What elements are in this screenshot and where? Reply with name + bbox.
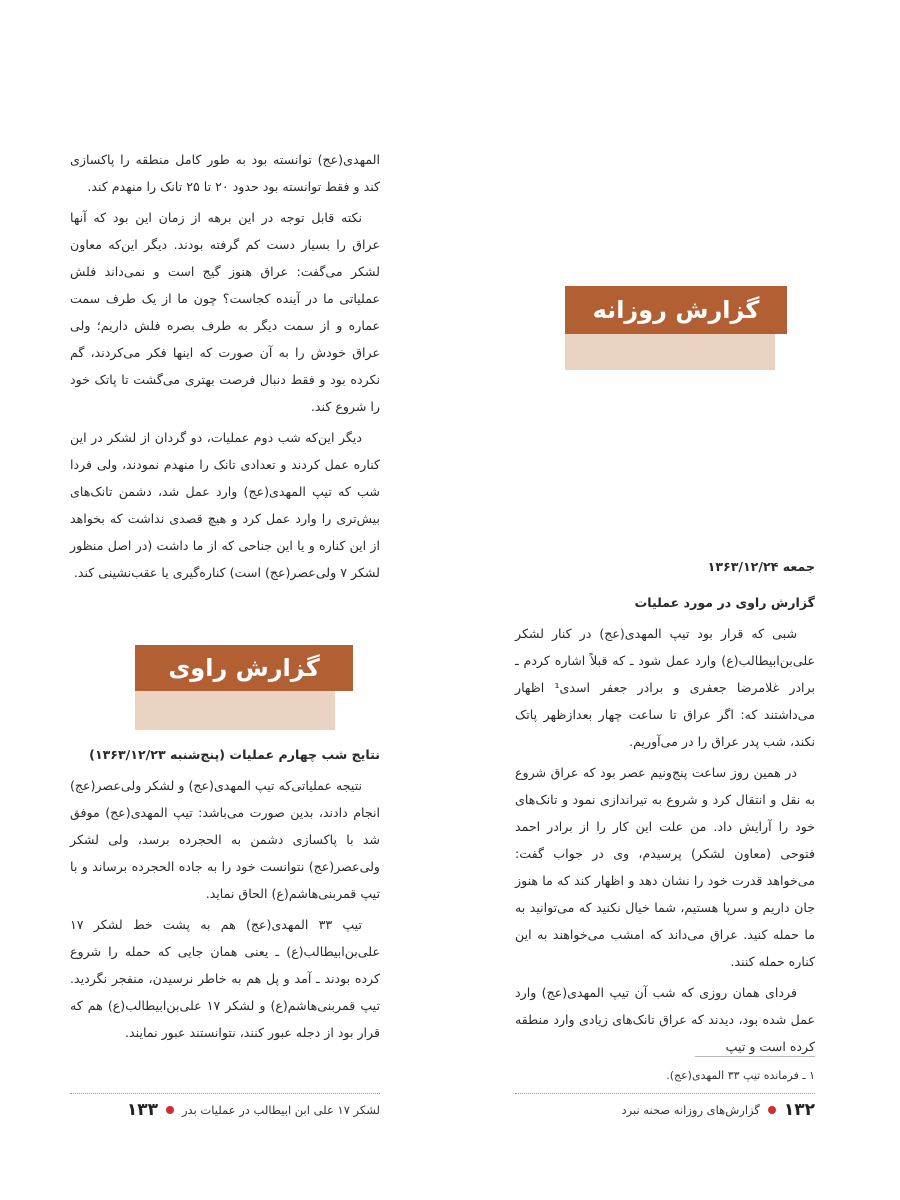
- section-banner: [565, 282, 790, 372]
- section-heading: نتایج شب چهارم عملیات (پنج‌شنبه ۱۳۶۳/۱۲/۲۳): [89, 747, 380, 762]
- left-bottom-column: [70, 742, 380, 1050]
- bullet-dot-icon: [768, 1106, 776, 1114]
- right-column: [515, 554, 815, 1064]
- page-number: ۱۳۳: [126, 1100, 158, 1120]
- banner-title: گزارش راوی: [135, 645, 353, 691]
- footnote: ۱ ـ فرمانده تیپ ۳۳ المهدی(عج).: [666, 1069, 815, 1082]
- paragraph: فردای همان روزی که شب آن تیپ المهدی(عج) وارد عمل شده بود، دیدند که عراق تانک‌های زیادی وارد منطقه کرده است و تیپ: [515, 985, 815, 1054]
- date-line: جمعه ۱۳۶۳/۱۲/۲۴: [707, 559, 815, 574]
- footer-divider: [515, 1093, 815, 1094]
- paragraph: المهدی(عج) توانسته بود به طور کامل منطقه را پاکسازی کند و فقط توانسته بود حدود ۲۰ تا ۲۵ تانک را منهدم کند.: [70, 152, 380, 194]
- banner-title: گزارش روزانه: [565, 286, 787, 334]
- paragraph: تیپ ۳۳ المهدی(عج) هم به پشت خط لشکر ۱۷ علی‌بن‌ابیطالب(ع) ـ یعنی همان جایی که حمله را شروع کرده بودند ـ آمد و پل هم به خاطر نرسیدن، منفجر نگردید. تیپ قمربنی‌هاشم(ع) و لشکر ۱۷ علی‌بن‌ابیطالب(ع) هم که قرار بود از دجله عبور کنند، نتوانستند عبور نمایند.: [70, 917, 380, 1040]
- paragraph: در همین روز ساعت پنج‌ونیم عصر بود که عراق شروع به نقل و انتقال کرد و شروع به تیراندازی نمود و تانک‌های خود را آرایش داد. من علت این کار را از برادر احمد فتوحی (معاون لشکر) پرسیدم، وی در جواب گفت: می‌خواهد قدرت خود را نشان دهد و اظهار کند که ما هنوز جان داریم و سرپا هستیم، شما خیال نکنید که می‌توانید به ما حمله کنید. عراق می‌داند که امشب می‌خواهند به این کناره حمله کنند.: [515, 765, 815, 969]
- right-page: [450, 0, 900, 1200]
- footer-divider: [70, 1093, 380, 1094]
- page-number: ۱۳۲: [783, 1100, 815, 1120]
- left-top-column: [70, 146, 380, 590]
- section-banner: [135, 640, 355, 732]
- paragraph: نتیجه عملیاتی‌که تیپ المهدی(عج) و لشکر ولی‌عصر(عج) انجام دادند، بدین صورت می‌باشد: تیپ المهدی(عج) موفق شد با پاکسازی دشمن به الحجرده برسد، ولی لشکر ولی‌عصر(عج) نتوانست خود را به جاده الحجرده برساند و با تیپ قمربنی‌هاشم(ع) الحاق نماید.: [70, 778, 380, 901]
- footnote-divider: [695, 1056, 815, 1057]
- page-footer: [70, 1100, 380, 1120]
- bullet-dot-icon: [166, 1106, 174, 1114]
- running-footer-text: لشکر ۱۷ علی ابن ابیطالب در عملیات بدر: [181, 1103, 380, 1117]
- paragraph: شبی که قرار بود تیپ المهدی(عج) در کنار لشکر علی‌بن‌ابیطالب(ع) وارد عمل شود ـ که قبلاً اشاره کردم ـ برادر غلامرضا جعفری و برادر جعفر اسدی¹ اظهار می‌داشتند که: اگر عراق تا ساعت چهار بعدازظهر پاتک نکند، شب پدر عراق را در می‌آوریم.: [515, 626, 816, 749]
- page-footer: [515, 1100, 815, 1120]
- section-heading: گزارش راوی در مورد عملیات: [634, 595, 815, 610]
- paragraph: نکته قابل توجه در این برهه از زمان این بود که آنها عراق را بسیار دست کم گرفته بودند. دیگر این‌که معاون لشکر می‌گفت: عراق هنوز گیج است و نمی‌داند فلش عملیاتی ما در آینده کجاست؟ چون ما از یک طرف سمت عماره و از سمت دیگر به طرف بصره فلش داریم؛ ولی عراق خودش را به آن صورت که اینها فکر می‌کردند، گم نکرده بود و فقط دنبال فرصت بهتری می‌گشت تا پاتک خود را شروع کند.: [70, 210, 380, 414]
- paragraph: دیگر این‌که شب دوم عملیات، دو گردان از لشکر در این کناره عمل کردند و تعدادی تانک را منهدم نمودند، ولی فردا شب که تیپ المهدی(عج) وارد عمل شد، دشمن تانک‌های بیش‌تری را وارد عمل کرد و هیچ قصدی نداشت که بخواهد از این کناره و یا این جناحی که از ما داشت (در اصل منظور لشکر ۷ ولی‌عصر(عج) است) کناره‌گیری یا عقب‌نشینی کند.: [70, 430, 380, 580]
- running-footer-text: گزارش‌های روزانه صحنه نبرد: [621, 1103, 760, 1117]
